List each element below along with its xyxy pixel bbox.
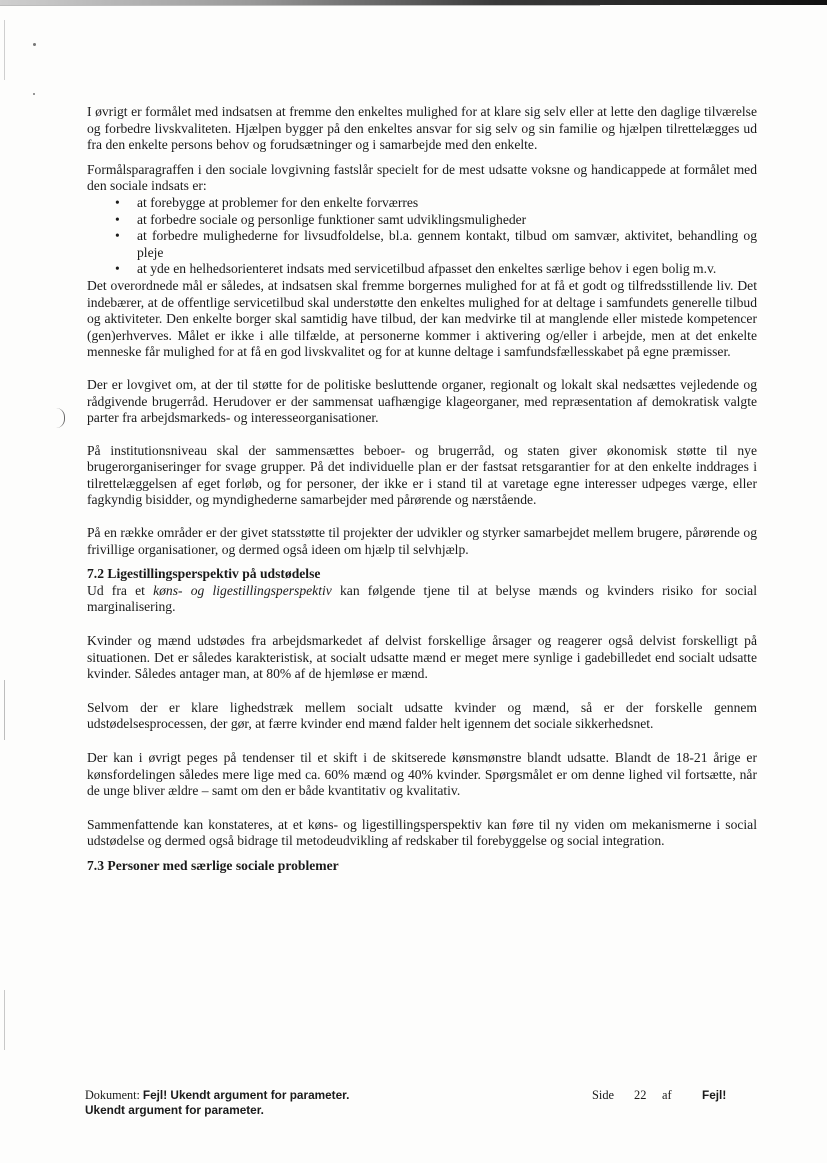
scan-top-border-thin [0, 5, 600, 6]
paragraph-user-councils: Der er lovgivet om, at der til støtte for de politiske besluttende organer, regionalt og lokalt skal nedsættes vejledende og rådgivende brugerråd. Herudover er der sammensat uafhængige klageorganer, med repræsentation af demokratisk valgte parter fra arbejdsmarkeds- og interesseorganisationer. [87, 376, 757, 426]
footer-af-label: af [662, 1088, 672, 1102]
paragraph-purpose-clause: Formålsparagraffen i den sociale lovgivning fastslår specielt for de mest udsatte voksne og handicappede at formålet med den sociale indsats er: [87, 161, 757, 194]
section-heading-7-3: 7.3 Personer med særlige sociale problemer [87, 857, 339, 873]
paragraph-exclusion-causes: Kvinder og mænd udstødes fra arbejdsmarkedet af delvist forskellige årsager og reagerer også delvist forskelligt på situationen. Det er således karakteristisk, at socialt udsatte mænd er meget mere synlige i gadebilledet end socialt udsatte kvinder. Således antager man, at 80% af de hjemløse er mænd. [87, 633, 757, 682]
footer-page-total-error: Fejl! [702, 1088, 727, 1102]
document-body [87, 104, 757, 875]
list-item: • at forbedre sociale og personlige funktioner samt udviklingsmuligheder [137, 212, 757, 229]
list-item: • at yde en helhedsorienteret indsats med servicetilbud afpasset den enkeltes særlige behov i egen bolig m.v. [137, 261, 757, 278]
scan-line [4, 20, 5, 80]
text-run: Ud fra et [87, 582, 154, 598]
list-item: • at forebygge at problemer for den enkelte forværres [137, 195, 757, 212]
footer-page-number [592, 1088, 726, 1103]
paragraph-purpose: I øvrigt er formålet med indsatsen at fremme den enkeltes mulighed for at klare sig selv eller at lette den daglige tilværelse og forbedre livskvaliteten. Hjælpen bygger på den enkeltes ansvar for sig selv og sin familie og hjælpen tilrettelægges ud fra den enkelte persons behov og forudsætninger og i samarbejde med den enkelte. [87, 104, 757, 153]
footer-page-current: 22 [634, 1088, 647, 1102]
paragraph-trends: Der kan i øvrigt peges på tendenser til et skift i de skitserede kønsmønstre blandt udsatte. Blandt de 18-21 årige er kønsfordelingen således mere lige med ca. 60% mænd og 40% kvinder. Spørgsmålet er om denne lighed vil fortsætte, når de unge bliver ældre – samt om den er både kvantitativ og kvalitativ. [87, 750, 757, 799]
scan-dot [33, 93, 35, 95]
footer-doc-error: Fejl! Ukendt argument for parameter. [142, 1088, 350, 1102]
paragraph-state-support: På en række områder er der givet statsstøtte til projekter der udvikler og styrker samarbejdet mellem brugere, pårørende og frivillige organisationer, og dermed også ideen om hjælp til selvhjælp. [87, 525, 757, 557]
footer-document-field [85, 1088, 349, 1118]
paragraph-summary: Sammenfattende kan konstateres, at et køns- og ligestillingsperspektiv kan føre til ny viden om mekanismerne i social udstødelse og dermed også bidrage til metodeudvikling af redskaber til forebyggelse og social integration. [87, 816, 757, 849]
paragraph-institution-level: På institutionsniveau skal der sammensættes beboer- og brugerråd, og staten giver økonomisk støtte til nye brugerorganiseringer for svage grupper. På det individuelle plan er der fastsat retsgarantier for at den enkelte inddrages i tilrettelæggelsen af eget forløb, og for personer, der ikke er i stand til at varetage egne interesser udpeges værge, eller fagkyndig bisidder, og myndighederne samarbejder med pårørende og nærstående. [87, 442, 757, 508]
paragraph-overall-goal: Det overordnede mål er således, at indsatsen skal fremme borgernes mulighed for at få et godt og tilfredsstillende liv. Det indebærer, at de offentlige servicetilbud skal understøtte den enkeltes mulighed for at deltage i samfundets generelle tilbud og aktiviteter. Den enkelte borger skal samtidig have tilbud, der kan medvirke til at manglende eller mistede kompetencer (gen)erhverves. Målet er ikke i alle tilfælde, at personerne kommer i aktivering og/eller i arbejde, men at det enkelte menneske får mulighed for at få en god livskvalitet og for at kunne deltage i samfundsfællesskabet på egne præmisser. [87, 277, 757, 360]
scan-line [4, 990, 5, 1050]
purpose-bullet-list [87, 195, 757, 278]
paragraph-gender-perspective [87, 583, 757, 616]
scan-line [4, 680, 5, 740]
scan-dot [33, 43, 36, 46]
footer-side-label: Side [592, 1088, 615, 1102]
emphasis-text: køns- og ligestillingsperspektiv [153, 582, 332, 598]
footer-doc-error-continued: Ukendt argument for parameter. [85, 1103, 264, 1117]
text-run: kan følgende tjene til at belyse mænds og kvinders risiko for social marginalisering. [87, 582, 757, 615]
footer-doc-label: Dokument: [85, 1088, 143, 1102]
section-heading-7-2: 7.2 Ligestillingsperspektiv på udstødelse [87, 566, 321, 582]
paragraph-similarities: Selvom der er klare lighedstræk mellem socialt udsatte kvinder og mænd, så er der forskelle gennem udstødelsesprocessen, der gør, at færre kvinder end mænd falder helt igennem det sociale sikkerhedsnet. [87, 699, 757, 732]
scan-bracket-mark [56, 408, 65, 428]
list-item: • at forbedre mulighederne for livsudfoldelse, bl.a. gennem kontakt, tilbud om samvær, aktivitet, behandling og pleje [137, 228, 757, 261]
